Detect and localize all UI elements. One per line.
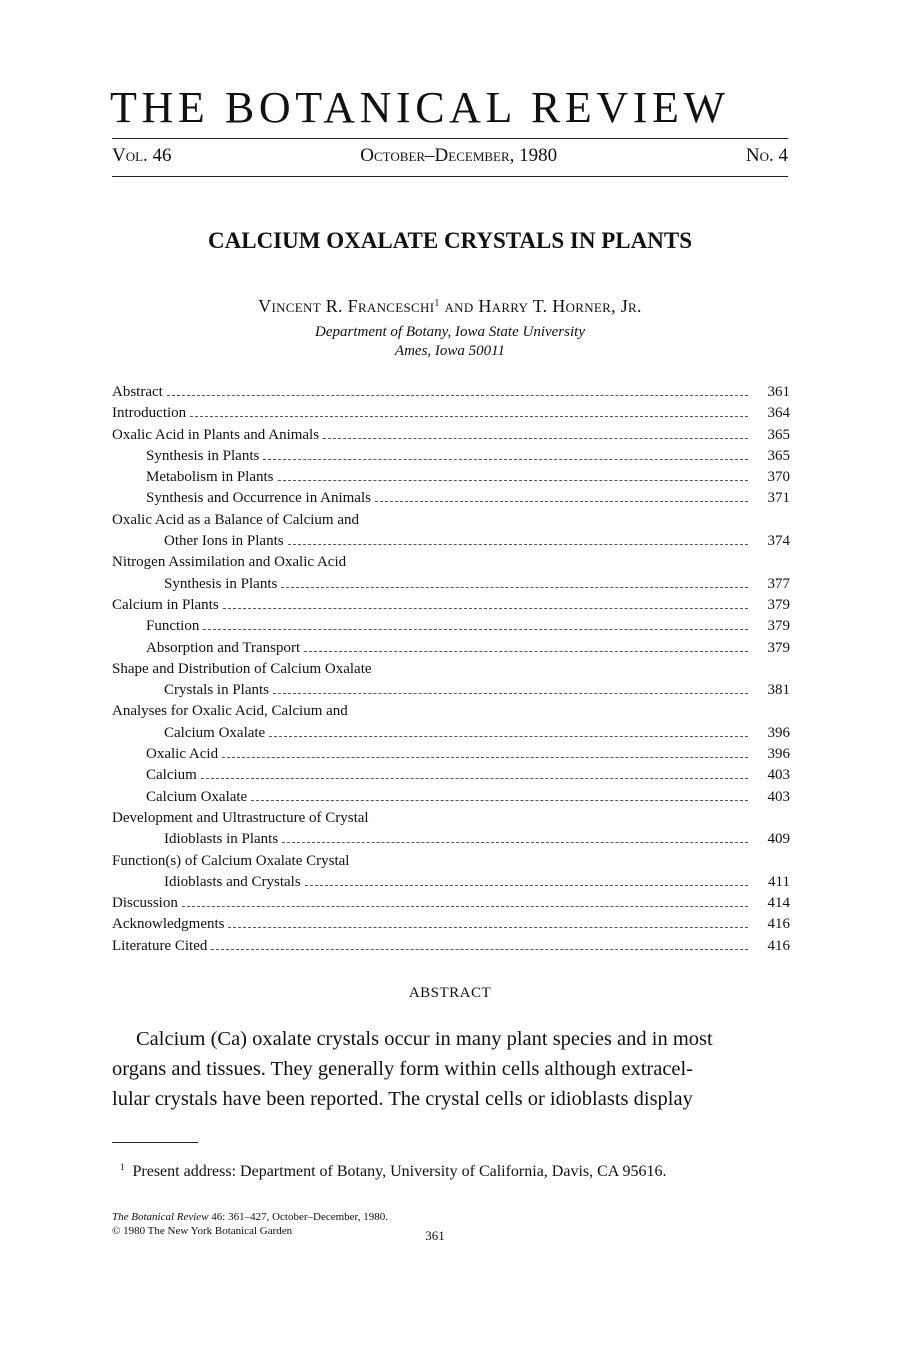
- authors: [112, 297, 788, 315]
- toc-label: Oxalic Acid: [146, 746, 219, 763]
- toc-label: Discussion: [112, 895, 178, 912]
- toc-page: 371: [767, 490, 790, 507]
- toc-label: Idioblasts in Plants: [164, 831, 279, 848]
- toc-leader: [182, 906, 748, 907]
- toc-leader: [304, 651, 748, 652]
- toc-entry: [112, 446, 790, 467]
- toc-leader: [251, 800, 748, 801]
- toc-page: 403: [767, 788, 790, 805]
- toc-page: 370: [767, 469, 790, 486]
- toc-leader: [201, 778, 748, 779]
- toc-label: Absorption and Transport: [146, 639, 301, 656]
- toc-leader: [167, 395, 748, 396]
- toc-entry: [112, 616, 790, 637]
- toc-entry: [112, 765, 790, 786]
- toc-label: Calcium Oxalate: [146, 788, 248, 805]
- author-1-footnote-mark: 1: [434, 298, 440, 309]
- footnote-text: Present address: Department of Botany, University of California, Davis, CA 95616.: [132, 1163, 667, 1180]
- toc-label: Abstract: [112, 384, 163, 400]
- toc-leader: [211, 949, 748, 950]
- toc-page: 374: [767, 533, 790, 550]
- toc-label: Function: [146, 618, 200, 635]
- toc-page: 377: [767, 575, 790, 592]
- toc-leader: [288, 544, 748, 545]
- toc-page: 381: [767, 682, 790, 699]
- toc-leader: [269, 736, 748, 737]
- toc-label: Other Ions in Plants: [164, 533, 284, 550]
- issue-date: October–December, 1980: [360, 145, 558, 166]
- article-title: CALCIUM OXALATE CRYSTALS IN PLANTS: [208, 228, 692, 253]
- toc-page: 364: [767, 405, 790, 422]
- toc-entry: [112, 744, 790, 765]
- toc-label: Synthesis and Occurrence in Animals: [146, 490, 371, 507]
- toc-page: 409: [767, 831, 790, 848]
- toc-entry: [112, 638, 790, 659]
- toc-entry-heading: Nitrogen Assimilation and Oxalic Acid: [112, 554, 347, 571]
- toc-entry: [112, 680, 790, 701]
- citation-line: [112, 1210, 388, 1224]
- toc-label: Literature Cited: [112, 937, 208, 954]
- toc-entry: [112, 403, 790, 424]
- citation-journal: The Botanical Review: [112, 1211, 209, 1223]
- toc-entry: [112, 936, 790, 957]
- author-2: Harry T. Horner, Jr.: [478, 296, 642, 316]
- issue-line: [112, 146, 788, 165]
- toc-entry-heading: Oxalic Acid as a Balance of Calcium and: [112, 511, 359, 528]
- toc-page: 396: [767, 746, 790, 763]
- table-of-contents: [112, 382, 790, 957]
- authors-and: and: [444, 296, 474, 316]
- toc-entry-heading: Shape and Distribution of Calcium Oxalate: [112, 660, 372, 677]
- issue-number: No. 4: [745, 145, 788, 166]
- toc-label: Acknowledgments: [112, 916, 225, 933]
- toc-page: 411: [768, 873, 790, 890]
- toc-leader: [222, 757, 748, 758]
- toc-label: Crystals in Plants: [164, 682, 270, 699]
- toc-entry: [112, 723, 790, 744]
- abstract-line: organs and tissues. They generally form within cells although extracel-: [112, 1058, 694, 1080]
- toc-leader: [305, 885, 748, 886]
- toc-label: Synthesis in Plants: [164, 575, 278, 592]
- toc-page: 416: [767, 937, 790, 954]
- toc-label: Calcium: [146, 767, 197, 784]
- toc-page: 379: [767, 618, 790, 635]
- abstract-line: lular crystals have been reported. The crystal cells or idioblasts display: [112, 1088, 693, 1110]
- toc-leader: [263, 459, 748, 460]
- header-rule-bottom: [112, 176, 788, 177]
- copyright-line: © 1980 The New York Botanical Garden: [112, 1225, 293, 1237]
- toc-page: 365: [767, 426, 790, 443]
- abstract-heading: ABSTRACT: [408, 985, 492, 1001]
- toc-leader: [203, 629, 748, 630]
- toc-entry: [112, 574, 790, 595]
- toc-leader: [190, 416, 748, 417]
- toc-label: Metabolism in Plants: [146, 469, 274, 486]
- toc-label: Idioblasts and Crystals: [164, 873, 301, 890]
- abstract-body: [112, 1024, 790, 1114]
- toc-page: 379: [767, 639, 790, 656]
- toc-label: Oxalic Acid in Plants and Animals: [112, 426, 320, 443]
- toc-page: 396: [767, 724, 790, 741]
- toc-leader: [375, 501, 748, 502]
- toc-entry: [112, 872, 790, 893]
- toc-page: 379: [767, 596, 790, 613]
- toc-entry: [112, 595, 790, 616]
- toc-entry-heading: Function(s) of Calcium Oxalate Crystal: [112, 852, 350, 869]
- citation-details: 46: 361–427, October–December, 1980.: [208, 1211, 389, 1223]
- toc-entry: [112, 914, 790, 935]
- toc-entry-heading: Development and Ultrastructure of Crystal: [112, 809, 369, 826]
- toc-leader: [273, 693, 748, 694]
- toc-page: 414: [767, 895, 790, 912]
- toc-entry: [112, 531, 790, 552]
- page-number: 361: [425, 1228, 445, 1243]
- toc-entry: [112, 787, 790, 808]
- toc-leader: [223, 608, 748, 609]
- toc-leader: [282, 842, 748, 843]
- toc-label: Synthesis in Plants: [146, 447, 260, 464]
- affiliation-department: Department of Botany, Iowa State University: [315, 324, 585, 340]
- toc-entry: [112, 893, 790, 914]
- toc-label: Calcium Oxalate: [164, 724, 266, 741]
- footnote: [120, 1163, 790, 1180]
- toc-label: Calcium in Plants: [112, 596, 219, 613]
- volume: Vol. 46: [112, 145, 172, 166]
- author-1: Vincent R. Franceschi: [258, 296, 435, 316]
- footnote-rule: [112, 1142, 198, 1143]
- toc-page: 365: [767, 447, 790, 464]
- toc-entry: [112, 488, 790, 509]
- toc-page: 416: [767, 916, 790, 933]
- toc-leader: [323, 438, 748, 439]
- toc-leader: [278, 480, 749, 481]
- toc-leader: [228, 927, 748, 928]
- toc-entry: [112, 467, 790, 488]
- toc-entry: [112, 382, 790, 403]
- toc-page: 403: [767, 767, 790, 784]
- toc-label: Introduction: [112, 405, 187, 422]
- toc-leader: [281, 587, 748, 588]
- toc-entry: [112, 425, 790, 446]
- citation: [112, 1210, 388, 1238]
- abstract-line: Calcium (Ca) oxalate crystals occur in many plant species and in most: [136, 1028, 713, 1050]
- toc-entry: [112, 829, 790, 850]
- journal-title: THE BOTANICAL REVIEW: [110, 83, 730, 132]
- toc-entry-heading: Analyses for Oxalic Acid, Calcium and: [112, 703, 348, 720]
- toc-page: 361: [767, 384, 790, 400]
- affiliation-location: Ames, Iowa 50011: [394, 343, 506, 359]
- footnote-mark: 1: [120, 1162, 125, 1172]
- header-rule-top: [112, 138, 788, 139]
